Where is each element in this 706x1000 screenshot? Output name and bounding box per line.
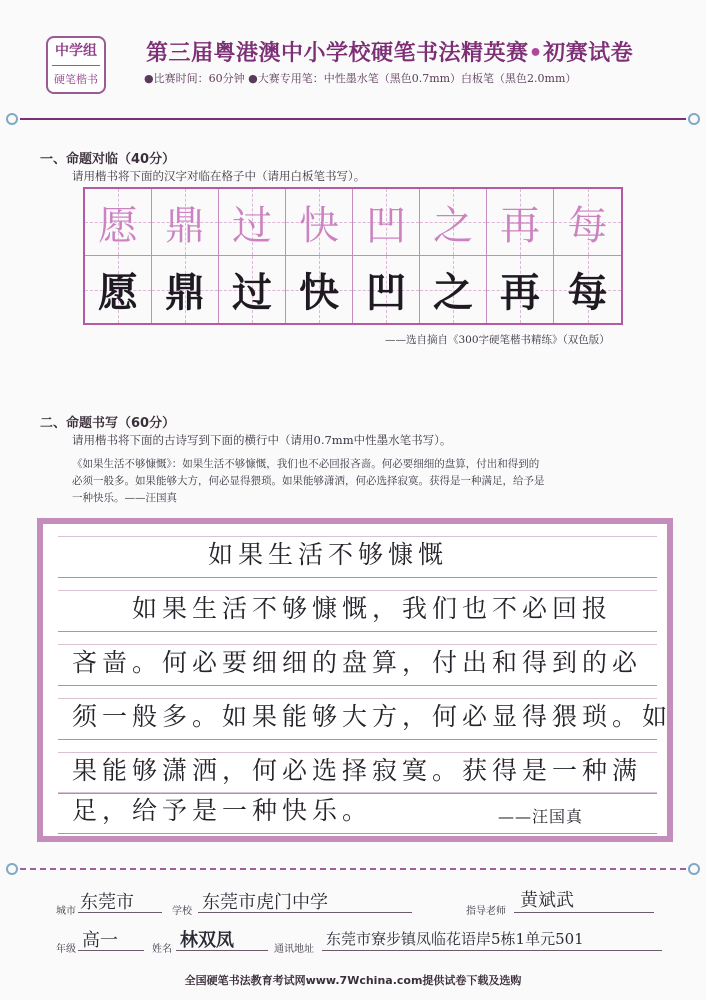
writing-line bbox=[58, 584, 657, 632]
city-value: 东莞市 bbox=[80, 892, 134, 913]
teacher-label: 指导老师 bbox=[466, 906, 506, 917]
grade-underline bbox=[78, 950, 144, 951]
poem-text bbox=[72, 456, 672, 507]
grade-value: 高一 bbox=[82, 930, 118, 951]
model-char-cell: 每 bbox=[554, 189, 621, 256]
address-label: 通讯地址 bbox=[274, 944, 314, 955]
page-title bbox=[146, 36, 633, 67]
model-char-cell: 凹 bbox=[353, 189, 420, 256]
writing-line bbox=[58, 692, 673, 740]
header-ornament-rule bbox=[0, 112, 706, 126]
student-char-cell: 愿 bbox=[85, 256, 152, 323]
school-label: 学校 bbox=[172, 906, 192, 917]
written-text: 足，给予是一种快乐。 bbox=[72, 796, 373, 825]
title-main: 第三届粤港澳中小学校硬笔书法精英赛 bbox=[146, 41, 529, 66]
section2-heading: 二、命题书写（60分） bbox=[40, 416, 176, 431]
footer-credit: 全国硬笔书法教育考试网www.7Wchina.com提供试卷下载及选购 bbox=[184, 974, 522, 987]
poem-line: 《如果生活不够慷慨》：如果生活不够慷慨，我们也不必回报吝啬。何必要细细的盘算，付出和得到的 bbox=[72, 458, 540, 470]
writing-line bbox=[58, 786, 657, 834]
grade-label: 年级 bbox=[56, 944, 76, 955]
group-badge bbox=[46, 36, 106, 94]
exam-time: ●比赛时间：60分钟 bbox=[144, 72, 245, 85]
teacher-underline bbox=[514, 912, 654, 913]
written-author: ——汪国真 bbox=[498, 807, 584, 826]
section2-instruction: 请用楷书将下面的古诗写到下面的横行中（请用0.7mm中性墨水笔书写）。 bbox=[72, 433, 452, 447]
section1-heading: 一、命题对临（40分） bbox=[40, 152, 176, 167]
student-char-cell: 过 bbox=[219, 256, 286, 323]
model-char-cell: 再 bbox=[487, 189, 554, 256]
written-title: 如果生活不够慷慨 bbox=[208, 540, 449, 569]
section1-source: ——选自摘自《300字硬笔楷书精练》（双色版） bbox=[385, 334, 610, 346]
name-underline bbox=[176, 950, 268, 951]
address-underline bbox=[322, 950, 662, 951]
exam-info bbox=[144, 70, 576, 86]
section1-instruction: 请用楷书将下面的汉字对临在格子中（请用白板笔书写）。 bbox=[72, 169, 366, 183]
writing-line bbox=[58, 638, 657, 686]
school-underline bbox=[198, 912, 412, 913]
city-underline bbox=[78, 912, 162, 913]
student-char-cell: 每 bbox=[554, 256, 621, 323]
badge-type-label: 硬笔楷书 bbox=[54, 73, 98, 86]
title-suffix: 初赛试卷 bbox=[543, 41, 634, 66]
model-char-cell: 鼎 bbox=[152, 189, 219, 256]
address-value: 东莞市寮步镇凤临花语岸5栋1单元501 bbox=[326, 930, 584, 948]
city-label: 城市 bbox=[56, 906, 76, 917]
badge-group-label: 中学组 bbox=[55, 43, 97, 59]
written-text: 如果生活不够慷慨，我们也不必回报 bbox=[72, 594, 613, 623]
name-value: 林双凤 bbox=[180, 930, 234, 951]
written-text: 吝啬。何必要细细的盘算，付出和得到的必 bbox=[72, 648, 643, 677]
poem-line: 必须一般多。如果能够大方，何必显得猥琐。如果能够潇洒，何必选择寂寞。获得是一种满足，给予是 bbox=[72, 475, 545, 487]
model-char-cell: 过 bbox=[219, 189, 286, 256]
copy-grid bbox=[83, 187, 623, 325]
written-text: 果能够潇洒，何必选择寂寞。获得是一种满 bbox=[72, 756, 643, 785]
name-label: 姓名 bbox=[152, 944, 172, 955]
badge-divider bbox=[52, 65, 100, 66]
school-value: 东莞市虎门中学 bbox=[202, 892, 328, 913]
model-char-cell: 快 bbox=[286, 189, 353, 256]
student-char-cell: 鼎 bbox=[152, 256, 219, 323]
teacher-value: 黄斌武 bbox=[520, 890, 574, 911]
exam-pens: ●大赛专用笔：中性墨水笔（黑色0.7mm）白板笔（黑色2.0mm） bbox=[248, 72, 577, 85]
student-char-cell: 快 bbox=[286, 256, 353, 323]
model-char-cell: 愿 bbox=[85, 189, 152, 256]
student-char-cell: 之 bbox=[420, 256, 487, 323]
written-text: 须一般多。如果能够大方，何必显得猥琐。如 bbox=[72, 702, 673, 731]
student-char-cell: 再 bbox=[487, 256, 554, 323]
model-char-cell: 之 bbox=[420, 189, 487, 256]
writing-frame bbox=[37, 518, 673, 842]
title-dot: • bbox=[528, 41, 544, 66]
writing-line bbox=[58, 530, 657, 578]
student-char-cell: 凹 bbox=[353, 256, 420, 323]
poem-line: 一种快乐。——汪国真 bbox=[72, 492, 177, 504]
footer-ornament-rule bbox=[0, 862, 706, 876]
